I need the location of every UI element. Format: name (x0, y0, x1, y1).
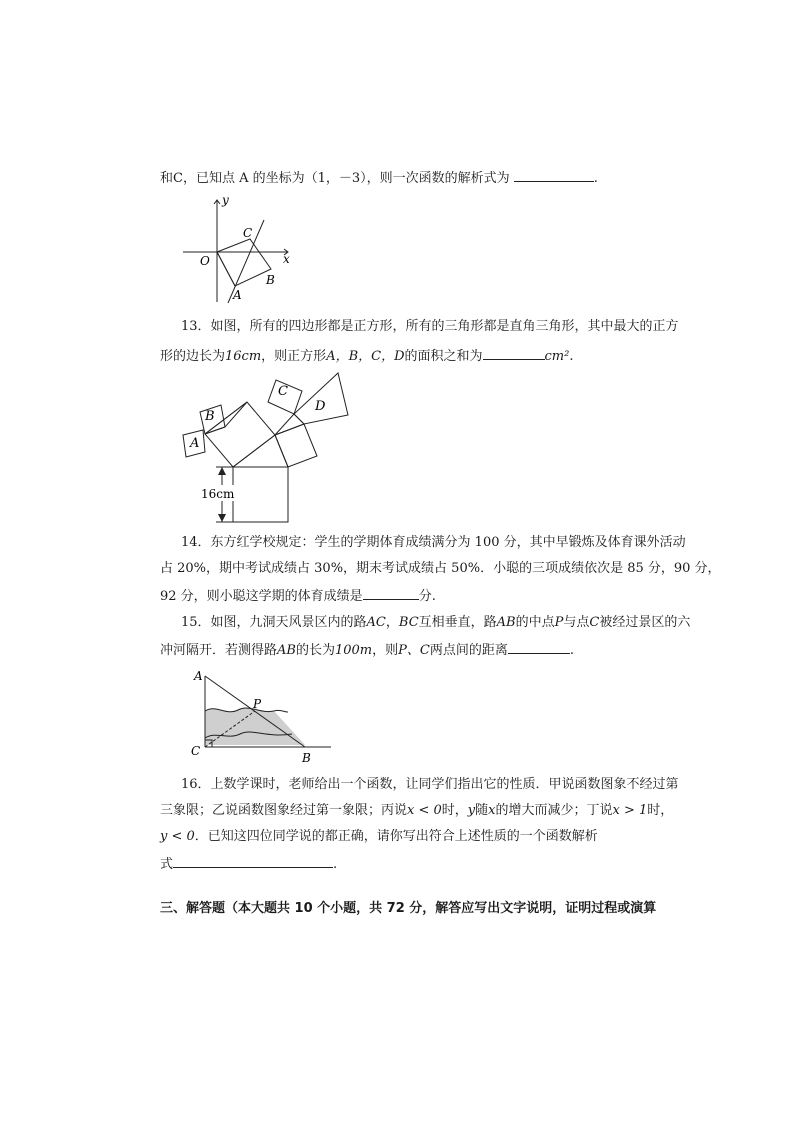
fig15-label-c: C (191, 744, 201, 758)
right-small-triangle (275, 414, 304, 435)
q15-figure (188, 668, 338, 768)
left-middle-square (205, 402, 275, 467)
q13-unit: cm² (544, 349, 570, 364)
q13-figure (180, 372, 360, 527)
fig12-label-b: B (266, 273, 275, 287)
q15-text-1c: 互相垂直，路 (418, 615, 497, 630)
q15-c: C (589, 615, 600, 630)
q16-line-3 (160, 828, 598, 846)
q14-answer-blank[interactable] (363, 586, 419, 600)
q14-line-3 (160, 586, 436, 606)
fig12-label-y: y (222, 195, 229, 207)
q16-x: x (488, 803, 496, 818)
q14-line-2 (160, 560, 721, 578)
q16-line-1 (181, 776, 679, 794)
fig13-label-d: D (315, 399, 326, 414)
fig12-label-c: C (243, 226, 253, 240)
q15-text-1d: 的中点 (515, 615, 555, 630)
q16-cond2: x > 1 (612, 803, 648, 818)
q12-end: . (593, 171, 598, 186)
q16-text-2a: 三象限；乙说函数图象经过第一象限；丙说 (160, 803, 408, 818)
q13-text-2a: 形的边长为 (160, 349, 226, 364)
q14-text-2: 占 20%，期中考试成绩占 30%，期末考试成绩占 50%．小聪的三项成绩依次是 85 分，90 分， (160, 561, 721, 576)
q15-text-2a: 冲河隔开．若测得路 (160, 643, 278, 658)
q16-line-4 (160, 854, 337, 874)
dimension-arrow-up (218, 467, 226, 475)
q14-text-3b: 分. (418, 589, 436, 604)
right-middle-square (275, 424, 317, 467)
q16-text-3: ．已知这四位同学说的都正确，请你写出符合上述性质的一个函数解析 (194, 829, 598, 844)
square-oacb (217, 239, 271, 286)
q14-text-1: 14．东方红学校规定：学生的学期体育成绩满分为 100 分，其中早锻炼及体育课外活动 (181, 535, 686, 550)
q16-text-4: 式 (160, 857, 174, 872)
q12-answer-blank[interactable] (514, 168, 594, 182)
q15-text-1e: 与点 (563, 615, 590, 630)
fig13-label-a: A (190, 436, 200, 451)
q16-text-2c: 随 (475, 803, 489, 818)
q15-ac: AC (366, 615, 386, 630)
q13-answer-blank[interactable] (483, 346, 545, 360)
q16-end: . (333, 857, 338, 872)
fig15-label-b: B (302, 751, 311, 765)
q15-text-2d: 两点间的距离 (429, 643, 508, 658)
q15-text-2b: 的长为 (295, 643, 335, 658)
q16-line-2 (160, 802, 673, 820)
q16-cond3: y < 0 (160, 829, 195, 844)
q13-text-1: 13．如图，所有的四边形都是正方形，所有的三角形都是直角三角形，其中最大的正方 (181, 319, 679, 334)
q15-p: P (554, 615, 564, 630)
q12-text: 和C，已知点 A 的坐标为（1，－3），则一次函数的解析式为 (160, 171, 510, 186)
q12-text-line (160, 168, 598, 188)
fig15-label-a: A (194, 669, 203, 683)
q15-pc: P、C (398, 643, 430, 658)
q13-labels: A，B，C，D (326, 349, 405, 364)
q13-text-2c: 的面积之和为 (404, 349, 483, 364)
q15-ab2: AB (277, 643, 296, 658)
fig13-label-b: B (205, 409, 215, 424)
q13-line-1 (181, 318, 679, 336)
q15-line-2 (160, 640, 574, 660)
q13-side: 16cm (225, 349, 262, 364)
q15-line-1 (181, 614, 690, 632)
q15-text-1f: 被经过景区的六 (599, 615, 691, 630)
q16-text-2b: 时， (441, 803, 468, 818)
fig12-label-o: O (200, 254, 210, 268)
q15-end: . (569, 643, 574, 658)
section-3-heading (160, 900, 656, 918)
middle-triangle (233, 435, 288, 467)
fig12-label-x: x (283, 252, 290, 266)
section-3-heading-text: 三、解答题（本大题共 10 个小题，共 72 分，解答应写出文字说明，证明过程或演算 (160, 901, 657, 916)
q16-cond1: x < 0 (407, 803, 442, 818)
fig13-label-c: C (278, 384, 288, 399)
q15-text-1a: 15．如图，九洞天风景区内的路 (181, 615, 367, 630)
segment-oa (217, 252, 235, 286)
largest-square (233, 467, 288, 522)
q13-text-2b: ，则正方形 (261, 349, 327, 364)
q12-figure (180, 195, 300, 305)
q16-text-2d: 的增大而减少；丁说 (495, 803, 613, 818)
q15-answer-blank[interactable] (508, 640, 570, 654)
q15-text-1b: ， (385, 615, 399, 630)
q14-text-3: 92 分，则小聪这学期的体育成绩是 (160, 589, 363, 604)
dimension-arrow-down (218, 514, 226, 522)
q16-answer-blank[interactable] (173, 854, 333, 868)
q15-ab: AB (496, 615, 516, 630)
q16-text-1: 16．上数学课时，老师给出一个函数，让同学们指出它的性质．甲说函数图象不经过第 (181, 777, 679, 792)
q13-line-2 (160, 346, 573, 366)
fig13-label-len: 16cm (201, 487, 235, 501)
river-area (205, 708, 305, 745)
q15-len: 100m (334, 643, 373, 658)
q13-end: . (569, 349, 574, 364)
q16-y: y (467, 803, 476, 818)
fig12-label-a: A (233, 288, 242, 302)
q15-text-2c: ，则 (372, 643, 399, 658)
q14-line-1 (181, 534, 686, 552)
q15-bc: BC (398, 615, 419, 630)
fig15-label-p: P (253, 697, 262, 711)
q16-text-2e: 时， (647, 803, 674, 818)
